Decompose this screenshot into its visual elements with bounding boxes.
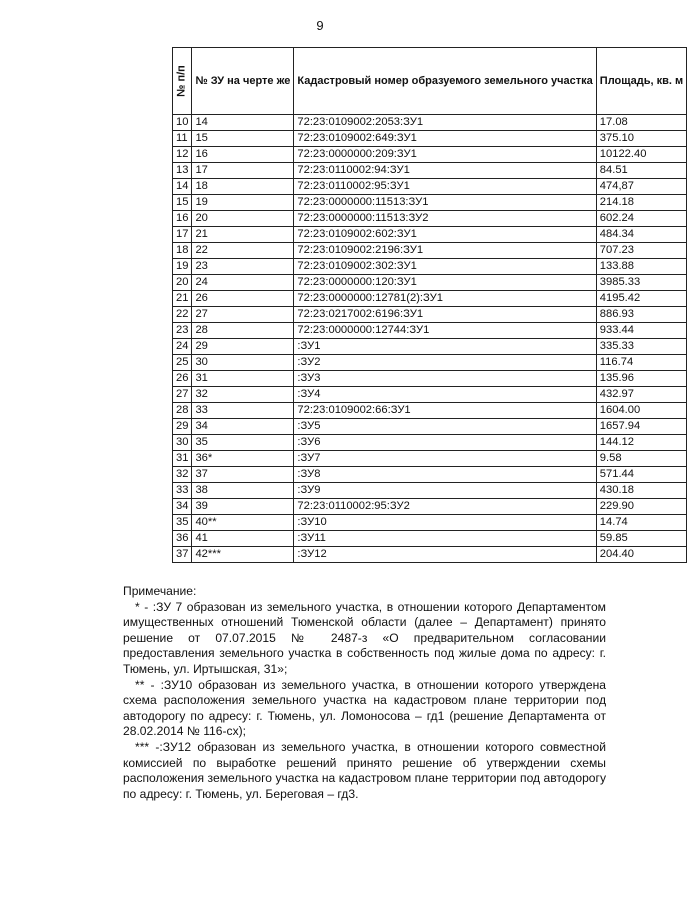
cell-num: 22 xyxy=(173,307,192,323)
cell-num: 15 xyxy=(173,195,192,211)
cell-cadastral: :ЗУ8 xyxy=(294,467,596,483)
page-number: 9 xyxy=(316,18,324,33)
table-row xyxy=(173,355,687,371)
cell-area: 4195.42 xyxy=(596,291,686,307)
table-row xyxy=(173,483,687,499)
header-num xyxy=(173,48,192,115)
table-row xyxy=(173,115,687,131)
cell-num: 12 xyxy=(173,147,192,163)
cell-cadastral: 72:23:0109002:649:ЗУ1 xyxy=(294,131,596,147)
table-body xyxy=(173,115,687,563)
cell-zu: 31 xyxy=(192,371,294,387)
cell-num: 35 xyxy=(173,515,192,531)
cell-num: 13 xyxy=(173,163,192,179)
table-row xyxy=(173,531,687,547)
cell-zu: 30 xyxy=(192,355,294,371)
cell-zu: 14 xyxy=(192,115,294,131)
cell-cadastral: :ЗУ7 xyxy=(294,451,596,467)
cell-cadastral: :ЗУ9 xyxy=(294,483,596,499)
cell-area: 430.18 xyxy=(596,483,686,499)
cell-zu: 21 xyxy=(192,227,294,243)
cell-zu: 34 xyxy=(192,419,294,435)
cell-cadastral: :ЗУ6 xyxy=(294,435,596,451)
cell-num: 25 xyxy=(173,355,192,371)
table-row xyxy=(173,131,687,147)
cell-num: 10 xyxy=(173,115,192,131)
cell-area: 214.18 xyxy=(596,195,686,211)
table-row xyxy=(173,499,687,515)
cell-area: 432.97 xyxy=(596,387,686,403)
cell-area: 144.12 xyxy=(596,435,686,451)
table-row xyxy=(173,467,687,483)
cell-num: 33 xyxy=(173,483,192,499)
notes xyxy=(123,584,606,802)
cell-zu: 16 xyxy=(192,147,294,163)
cell-cadastral: 72:23:0110002:95:ЗУ1 xyxy=(294,179,596,195)
table-row xyxy=(173,163,687,179)
cell-zu: 27 xyxy=(192,307,294,323)
table-row xyxy=(173,179,687,195)
cell-num: 20 xyxy=(173,275,192,291)
table-header-row xyxy=(173,48,687,115)
notes-heading: Примечание: xyxy=(123,584,197,598)
table-row xyxy=(173,211,687,227)
note-item: ** - :ЗУ10 образован из земельного участка, в отношении которого утверждена схема расположения земельного участка на кадастровом плане территории под автодорогу по адресу: г. Тюмень, ул. Ломоносова – гд1 (решение Департамента от 28.02.2014 № 116-сх); xyxy=(123,677,606,739)
table-row xyxy=(173,291,687,307)
cell-cadastral: :ЗУ2 xyxy=(294,355,596,371)
cell-area: 375.10 xyxy=(596,131,686,147)
cell-area: 59.85 xyxy=(596,531,686,547)
cell-cadastral: :ЗУ5 xyxy=(294,419,596,435)
cell-zu: 24 xyxy=(192,275,294,291)
cell-cadastral: 72:23:0000000:11513:ЗУ1 xyxy=(294,195,596,211)
table-row xyxy=(173,227,687,243)
cell-zu: 19 xyxy=(192,195,294,211)
cell-zu: 15 xyxy=(192,131,294,147)
cell-zu: 36* xyxy=(192,451,294,467)
cell-area: 335.33 xyxy=(596,339,686,355)
cell-zu: 26 xyxy=(192,291,294,307)
cell-num: 24 xyxy=(173,339,192,355)
table-row xyxy=(173,339,687,355)
cell-zu: 22 xyxy=(192,243,294,259)
cell-num: 14 xyxy=(173,179,192,195)
table-row xyxy=(173,419,687,435)
cell-cadastral: :ЗУ1 xyxy=(294,339,596,355)
table-row xyxy=(173,403,687,419)
land-plots-table xyxy=(172,47,687,563)
cell-area: 3985.33 xyxy=(596,275,686,291)
cell-area: 933.44 xyxy=(596,323,686,339)
cell-zu: 35 xyxy=(192,435,294,451)
cell-num: 30 xyxy=(173,435,192,451)
cell-zu: 23 xyxy=(192,259,294,275)
cell-area: 135.96 xyxy=(596,371,686,387)
cell-area: 14.74 xyxy=(596,515,686,531)
cell-cadastral: 72:23:0110002:95:ЗУ2 xyxy=(294,499,596,515)
header-num-label: № п/п xyxy=(175,65,188,97)
cell-area: 204.40 xyxy=(596,547,686,563)
cell-cadastral: 72:23:0000000:209:ЗУ1 xyxy=(294,147,596,163)
cell-zu: 41 xyxy=(192,531,294,547)
cell-cadastral: :ЗУ10 xyxy=(294,515,596,531)
table-row xyxy=(173,371,687,387)
cell-num: 19 xyxy=(173,259,192,275)
cell-num: 37 xyxy=(173,547,192,563)
cell-num: 32 xyxy=(173,467,192,483)
cell-cadastral: 72:23:0109002:2196:ЗУ1 xyxy=(294,243,596,259)
cell-num: 16 xyxy=(173,211,192,227)
cell-area: 84.51 xyxy=(596,163,686,179)
cell-zu: 28 xyxy=(192,323,294,339)
cell-num: 26 xyxy=(173,371,192,387)
cell-area: 116.74 xyxy=(596,355,686,371)
cell-area: 1657.94 xyxy=(596,419,686,435)
table-row xyxy=(173,323,687,339)
table-row xyxy=(173,259,687,275)
table-row xyxy=(173,307,687,323)
cell-zu: 37 xyxy=(192,467,294,483)
cell-cadastral: :ЗУ3 xyxy=(294,371,596,387)
cell-cadastral: 72:23:0217002:6196:ЗУ1 xyxy=(294,307,596,323)
note-item: * - :ЗУ 7 образован из земельного участка, в отношении которого Департаментом имущественных отношений Тюменской области (далее – Департамент) принято решение от 07.07.2015 № 2487-з «О предварительном согласовании предоставления земельного участка в собственность под жилые дома по адресу: г. Тюмень, ул. Иртышская, 31»; xyxy=(123,599,606,676)
cell-cadastral: :ЗУ11 xyxy=(294,531,596,547)
table-row xyxy=(173,275,687,291)
cell-zu: 17 xyxy=(192,163,294,179)
cell-zu: 40** xyxy=(192,515,294,531)
cell-num: 17 xyxy=(173,227,192,243)
table-row xyxy=(173,243,687,259)
cell-cadastral: 72:23:0109002:66:ЗУ1 xyxy=(294,403,596,419)
cell-area: 707.23 xyxy=(596,243,686,259)
cell-area: 229.90 xyxy=(596,499,686,515)
cell-num: 18 xyxy=(173,243,192,259)
cell-area: 571.44 xyxy=(596,467,686,483)
cell-num: 28 xyxy=(173,403,192,419)
cell-cadastral: 72:23:0000000:12781(2):ЗУ1 xyxy=(294,291,596,307)
cell-zu: 32 xyxy=(192,387,294,403)
table-row xyxy=(173,515,687,531)
cell-area: 474,87 xyxy=(596,179,686,195)
cell-area: 484.34 xyxy=(596,227,686,243)
cell-zu: 42*** xyxy=(192,547,294,563)
cell-num: 23 xyxy=(173,323,192,339)
table-row xyxy=(173,451,687,467)
table-row xyxy=(173,547,687,563)
cell-zu: 20 xyxy=(192,211,294,227)
cell-num: 31 xyxy=(173,451,192,467)
table-row xyxy=(173,387,687,403)
cell-cadastral: 72:23:0110002:94:ЗУ1 xyxy=(294,163,596,179)
table-row xyxy=(173,435,687,451)
cell-zu: 33 xyxy=(192,403,294,419)
cell-cadastral: 72:23:0000000:12744:ЗУ1 xyxy=(294,323,596,339)
cell-zu: 39 xyxy=(192,499,294,515)
cell-area: 1604.00 xyxy=(596,403,686,419)
header-cadastral: Кадастровый номер образуемого земельного участка xyxy=(294,48,596,115)
cell-cadastral: 72:23:0000000:11513:ЗУ2 xyxy=(294,211,596,227)
cell-zu: 29 xyxy=(192,339,294,355)
cell-cadastral: 72:23:0109002:602:ЗУ1 xyxy=(294,227,596,243)
cell-area: 133.88 xyxy=(596,259,686,275)
cell-num: 36 xyxy=(173,531,192,547)
cell-num: 29 xyxy=(173,419,192,435)
cell-area: 17.08 xyxy=(596,115,686,131)
cell-cadastral: 72:23:0109002:2053:ЗУ1 xyxy=(294,115,596,131)
table-row xyxy=(173,147,687,163)
cell-num: 27 xyxy=(173,387,192,403)
cell-num: 34 xyxy=(173,499,192,515)
header-area: Площадь, кв. м xyxy=(596,48,686,115)
cell-area: 602.24 xyxy=(596,211,686,227)
cell-area: 886.93 xyxy=(596,307,686,323)
table-row xyxy=(173,195,687,211)
cell-area: 10122.40 xyxy=(596,147,686,163)
note-item: *** -:ЗУ12 образован из земельного участка, в отношении которого совместной комиссией по выработке решений принято решение об утверждении схемы расположения земельного участка на кадастровом плане территории под автодорогу по адресу: г. Тюмень, ул. Береговая – гд3. xyxy=(123,739,606,801)
cell-cadastral: :ЗУ4 xyxy=(294,387,596,403)
cell-zu: 38 xyxy=(192,483,294,499)
header-zu: № ЗУ на черте же xyxy=(192,48,294,115)
cell-num: 21 xyxy=(173,291,192,307)
cell-area: 9.58 xyxy=(596,451,686,467)
cell-cadastral: 72:23:0109002:302:ЗУ1 xyxy=(294,259,596,275)
cell-zu: 18 xyxy=(192,179,294,195)
cell-cadastral: :ЗУ12 xyxy=(294,547,596,563)
cell-cadastral: 72:23:0000000:120:ЗУ1 xyxy=(294,275,596,291)
cell-num: 11 xyxy=(173,131,192,147)
